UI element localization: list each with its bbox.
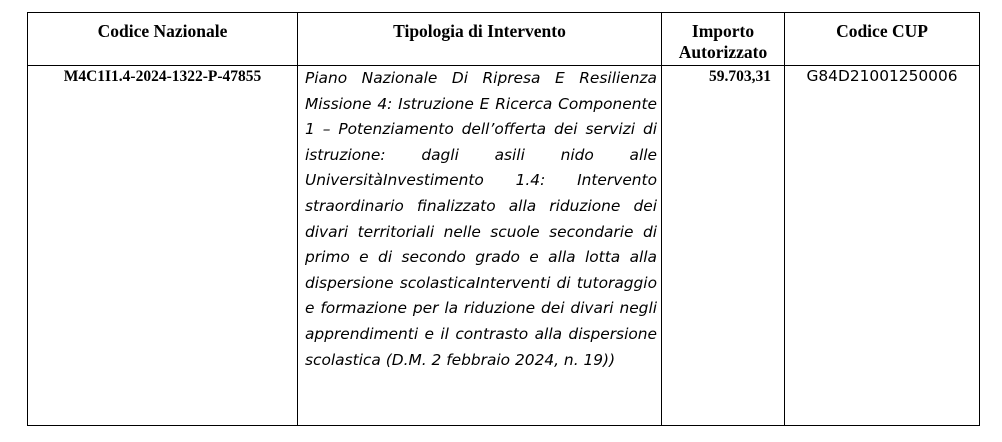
cell-importo: 59.703,31 [662,66,785,426]
table-row [28,66,980,426]
cell-codice-nazionale: M4C1I1.4-2024-1322-P-47855 [28,66,298,426]
header-importo: Importo Autorizzato [662,13,785,66]
cell-codice-cup: G84D21001250006 [785,66,980,426]
header-codice-nazionale: Codice Nazionale [28,13,298,66]
cell-tipologia: Piano Nazionale Di Ripresa E Resilienza Missione 4: Istruzione E Ricerca Componente 1 – Potenziamento dell’offerta dei servizi di istruzione: dagli asili nido alle UniversitàInvestimento 1.4: Intervento straordinario finalizzato alla riduzione dei divari territoriali nelle scuole secondarie di primo e di secondo grado e alla lotta alla dispersione scolasticaInterventi di tutoraggio e formazione per la riduzione dei divari negli apprendimenti e il contrasto alla dispersione scolastica (D.M. 2 febbraio 2024, n. 19)) [298,66,662,426]
header-tipologia: Tipologia di Intervento [298,13,662,66]
header-row [28,13,980,66]
intervention-table [27,12,980,426]
header-codice-cup: Codice CUP [785,13,980,66]
